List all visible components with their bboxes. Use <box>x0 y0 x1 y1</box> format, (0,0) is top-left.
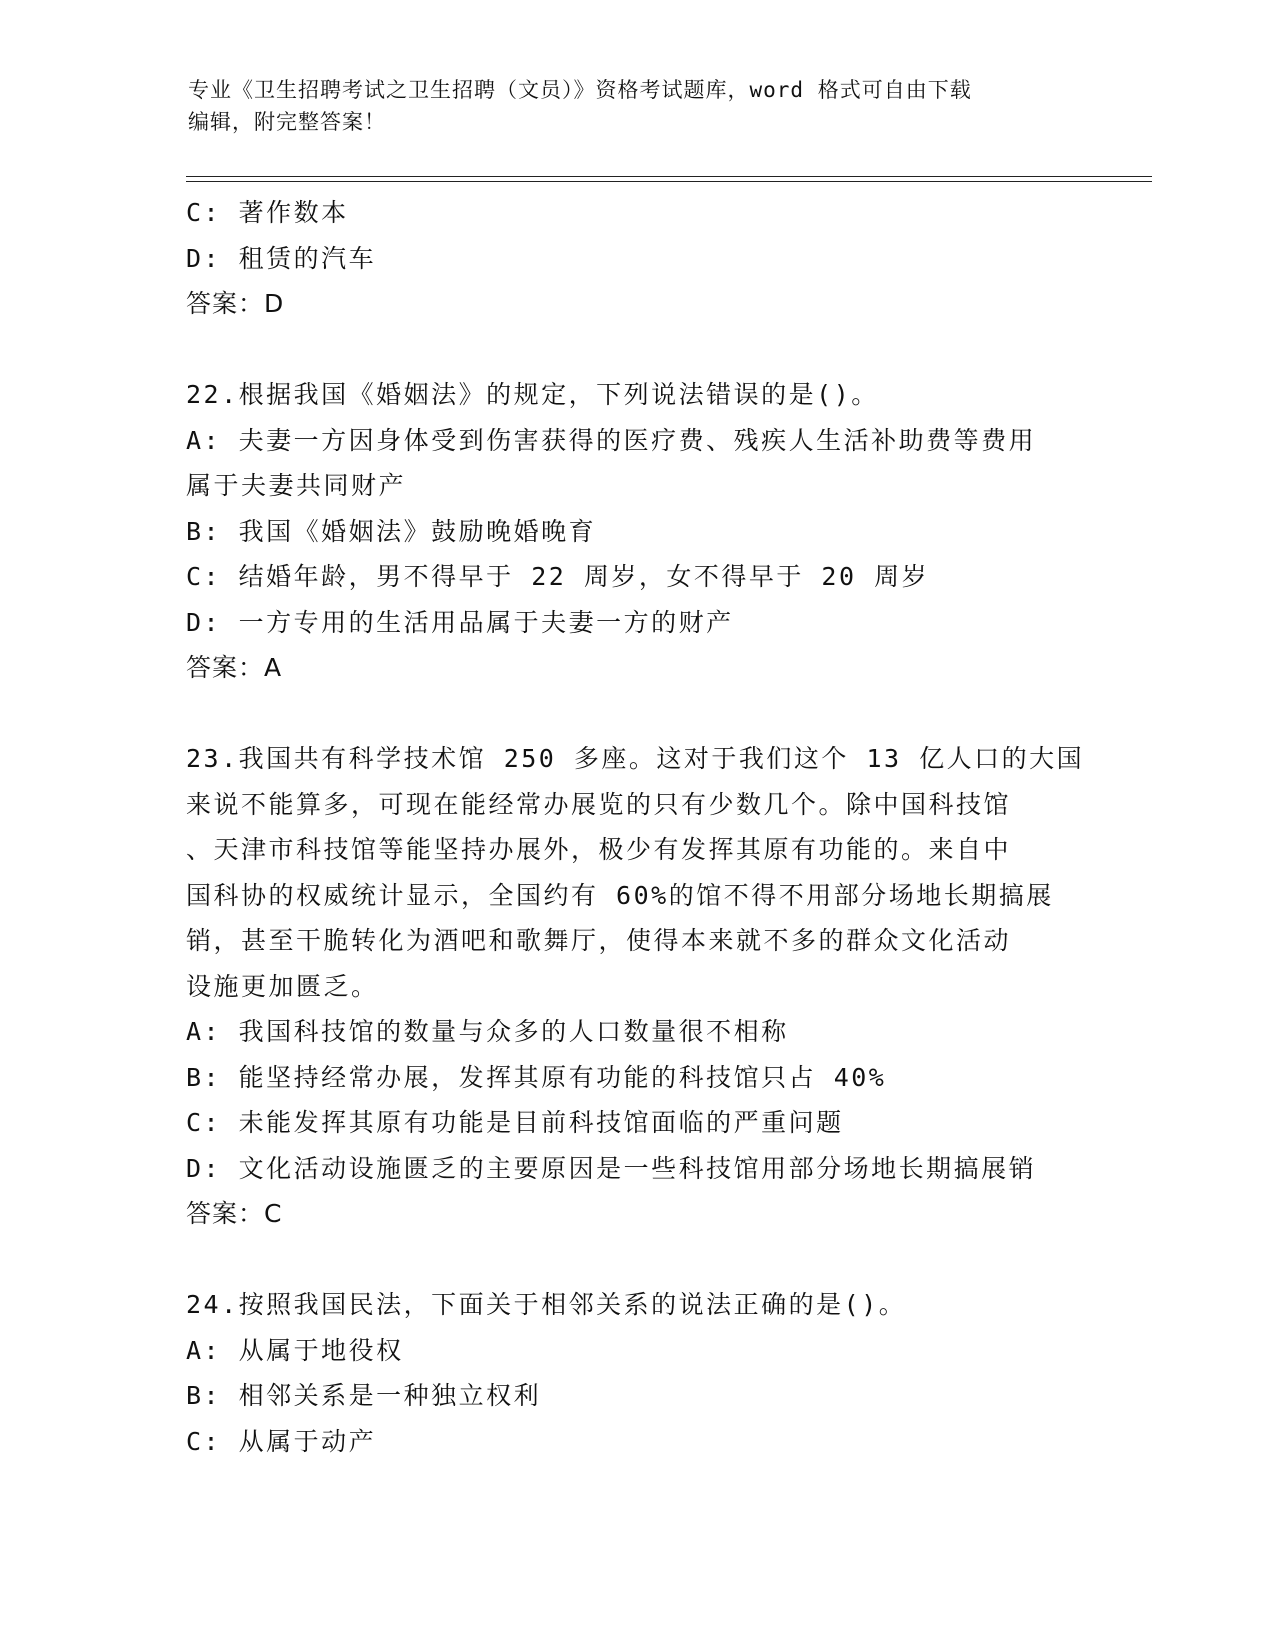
spacer <box>186 691 1146 737</box>
q24-stem: 24.按照我国民法，下面关于相邻关系的说法正确的是()。 <box>186 1290 907 1319</box>
q22-option-b: B: 我国《婚姻法》鼓励晚婚晚育 <box>186 516 597 546</box>
q22-stem: 22.根据我国《婚姻法》的规定，下列说法错误的是()。 <box>186 380 879 409</box>
q23-stem-line-6: 设施更加匮乏。 <box>186 971 379 1001</box>
document-header <box>188 74 1088 138</box>
q21-answer: 答案：D <box>186 289 285 318</box>
q21-option-c: C: 著作数本 <box>186 198 349 227</box>
question-list <box>186 190 1146 1464</box>
q23-stem-line-3: 、天津市科技馆等能坚持办展外，极少有发挥其原有功能的。来自中 <box>186 835 1012 864</box>
header-line-1: 专业《卫生招聘考试之卫生招聘（文员）》资格考试题库，word 格式可自由下载 <box>188 78 972 102</box>
q23-stem-line-1: 23.我国共有科学技术馆 250 多座。这对于我们这个 13 亿人口的大国 <box>186 744 1085 773</box>
q22-option-d: D: 一方专用的生活用品属于夫妻一方的财产 <box>186 607 734 637</box>
q21-option-d: D: 租赁的汽车 <box>186 243 377 273</box>
header-rule-bottom <box>186 181 1152 182</box>
spacer <box>186 327 1146 373</box>
q23-option-b: B: 能坚持经常办展，发挥其原有功能的科技馆只占 40% <box>186 1062 887 1092</box>
question-24 <box>186 1282 1146 1464</box>
q23-answer: 答案：C <box>186 1199 283 1228</box>
q23-option-c: C: 未能发挥其原有功能是目前科技馆面临的严重问题 <box>186 1108 844 1137</box>
q22-answer: 答案：A <box>186 653 283 682</box>
q22-option-a-line-2: 属于夫妻共同财产 <box>186 471 407 500</box>
q24-option-a: A: 从属于地役权 <box>186 1335 404 1365</box>
spacer <box>186 1237 1146 1283</box>
q23-stem-line-4: 国科协的权威统计显示，全国约有 60%的馆不得不用部分场地长期搞展 <box>186 880 1054 910</box>
header-rule-top <box>186 176 1152 177</box>
q24-option-b: B: 相邻关系是一种独立权利 <box>186 1381 542 1410</box>
question-22 <box>186 372 1146 691</box>
q23-stem-line-5: 销，甚至干脆转化为酒吧和歌舞厅，使得本来就不多的群众文化活动 <box>186 926 1012 955</box>
q23-option-d: D: 文化活动设施匮乏的主要原因是一些科技馆用部分场地长期搞展销 <box>186 1153 1037 1183</box>
q23-stem-line-2: 来说不能算多，可现在能经常办展览的只有少数几个。除中国科技馆 <box>186 789 1012 819</box>
q22-option-c: C: 结婚年龄，男不得早于 22 周岁，女不得早于 20 周岁 <box>186 562 930 591</box>
q23-option-a: A: 我国科技馆的数量与众多的人口数量很不相称 <box>186 1017 789 1046</box>
question-21-tail <box>186 190 1146 327</box>
q24-option-c: C: 从属于动产 <box>186 1426 377 1456</box>
q22-option-a-line-1: A: 夫妻一方因身体受到伤害获得的医疗费、残疾人生活补助费等费用 <box>186 425 1037 455</box>
header-line-2: 编辑，附完整答案！ <box>188 110 386 134</box>
question-23 <box>186 736 1146 1237</box>
